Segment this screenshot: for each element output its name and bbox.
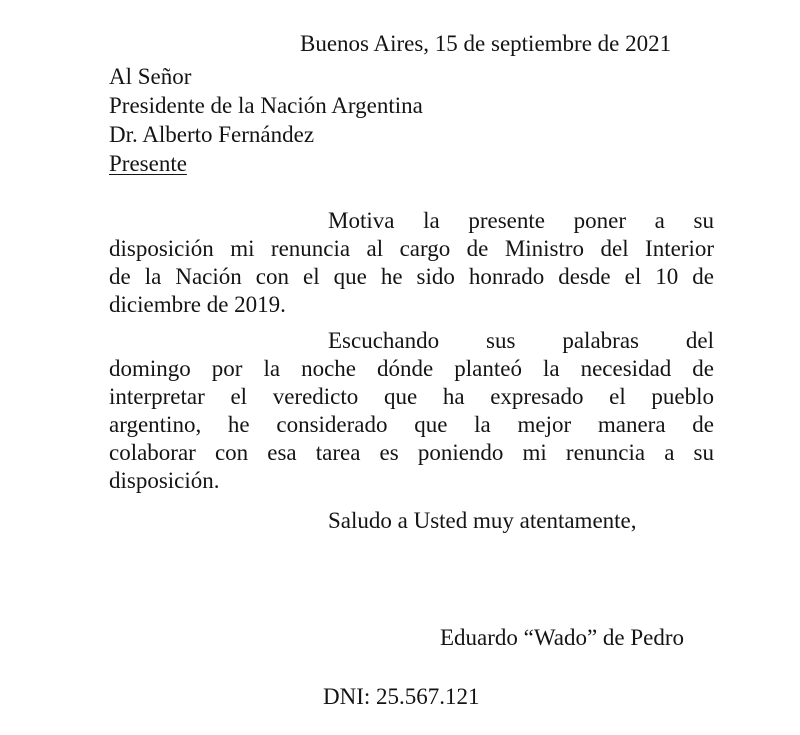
paragraph-1-line: disposición mi renuncia al cargo de Ministro del Interior: [109, 236, 714, 261]
recipient-name: Dr. Alberto Fernández: [109, 122, 315, 147]
paragraph-2-line: domingo por la noche dónde planteó la necesidad de: [109, 356, 714, 381]
paragraph-2-line: disposición.: [109, 468, 220, 493]
paragraph-2-line: interpretar el veredicto que ha expresado el pueblo: [109, 384, 714, 409]
paragraph-1-line: diciembre de 2019.: [109, 292, 286, 317]
closing-line: Saludo a Usted muy atentamente,: [328, 508, 637, 533]
place-date: Buenos Aires, 15 de septiembre de 2021: [300, 31, 672, 56]
recipient-title: Presidente de la Nación Argentina: [109, 93, 423, 118]
paragraph-1-line: de la Nación con el que he sido honrado desde el 10 de: [109, 264, 714, 289]
paragraph-1: [109, 207, 714, 319]
paragraph-1-line: Motiva la presente poner a su: [328, 208, 714, 233]
paragraph-2: [109, 327, 714, 495]
paragraph-2-line: argentino, he considerado que la mejor manera de: [109, 412, 714, 437]
signature-name: Eduardo “Wado” de Pedro: [440, 625, 685, 650]
recipient-presente: Presente: [109, 151, 187, 176]
paragraph-2-line: colaborar con esa tarea es poniendo mi renuncia a su: [109, 440, 714, 465]
recipient-salutation: Al Señor: [109, 64, 192, 89]
dni-line: DNI: 25.567.121: [323, 684, 480, 709]
paragraph-2-line: Escuchando sus palabras del: [328, 328, 714, 353]
